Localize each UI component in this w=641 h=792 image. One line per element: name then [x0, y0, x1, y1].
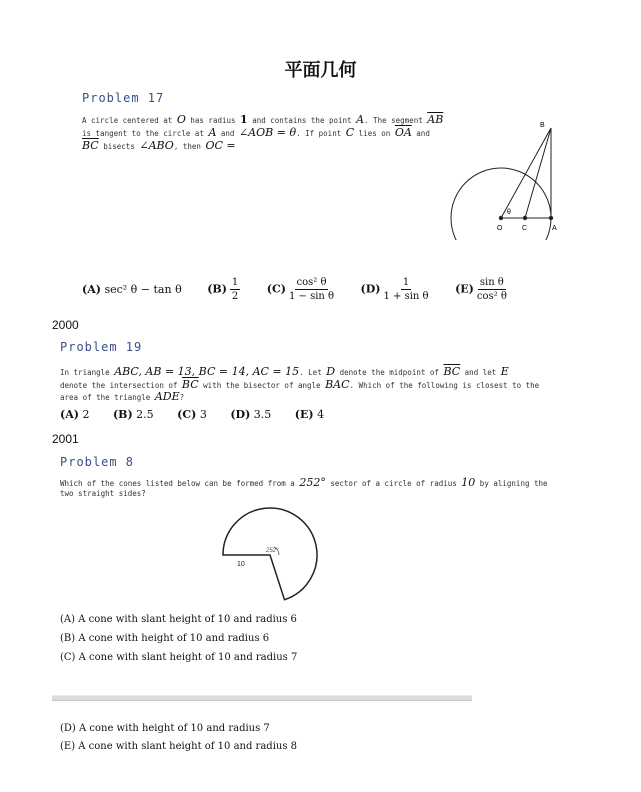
- problem-19-heading: Problem 19: [60, 340, 143, 354]
- problem-19-text-line2: denote the intersection of $\overline{BC}$ with the bisector of angle BAC. Which of the following is closest to the: [60, 378, 540, 391]
- p19-choice-d: (D) 3.5: [230, 408, 272, 421]
- p17-choice-e: (E) $\frac{\text{sin θ}}{\text{cos² θ}}$: [455, 277, 507, 302]
- page-break-separator: [52, 695, 472, 701]
- problem-17-figure: [445, 115, 585, 240]
- point-c: [523, 216, 527, 220]
- p8-choice-e: (E) A cone with slant height of 10 and radius 8: [60, 741, 298, 752]
- p8-choice-c: (C) A cone with slant height of 10 and radius 7: [60, 652, 298, 663]
- radius-label: 10: [237, 561, 245, 568]
- p19-choice-e: (E) 4: [294, 408, 325, 421]
- p17-choice-a: (A) sec² θ − tan θ: [82, 282, 182, 296]
- p8-choice-a: (A) A cone with slant height of 10 and radius 6: [60, 614, 297, 625]
- problem-8-text-line1: Which of the cones listed below can be formed from a 252° sector of a circle of radius 10 by aligning the: [60, 476, 548, 489]
- p19-choice-b: (B) 2.5: [112, 408, 154, 421]
- problem-17-text-line3: $\overline{BC}$ bisects ∠ABO, then OC =: [82, 139, 236, 152]
- segment-bc: [525, 128, 551, 218]
- label-c: C: [522, 225, 528, 232]
- problem-19-choices: [60, 408, 344, 421]
- point-o: [499, 216, 503, 220]
- problem-19-text-line1: In triangle ABC, AB = 13, BC = 14, AC = 15. Let D denote the midpoint of $\overline{BC}$ and let E: [60, 365, 509, 378]
- p17-choice-b: (B) $\frac{1}{2}$: [207, 277, 239, 302]
- label-a: A: [552, 225, 557, 232]
- problem-17-text-line1: A circle centered at O has radius 1 and contains the point A. The segment $\overline{AB}$: [82, 113, 444, 126]
- problem-8-text-line2: two straight sides?: [60, 489, 146, 498]
- problem-17-choices: [82, 277, 622, 302]
- p8-choice-b: (B) A cone with height of 10 and radius 6: [60, 633, 270, 644]
- problem-19-text-line3: area of the triangle ADE?: [60, 390, 185, 403]
- label-o: O: [497, 225, 503, 232]
- problem-17-text-line2: is tangent to the circle at A and ∠AOB = θ. If point C lies on $\overline{OA}$ and: [82, 126, 430, 139]
- label-theta: θ: [507, 209, 511, 216]
- segment-ob: [501, 128, 551, 218]
- year-2001: 2001: [52, 432, 79, 446]
- problem-17-heading: Problem 17: [82, 91, 165, 105]
- p19-choice-a: (A) 2: [60, 408, 90, 421]
- label-b: B: [540, 122, 545, 129]
- page-title: 平面几何: [284, 60, 357, 81]
- point-a: [549, 216, 553, 220]
- p17-choice-d: (D) $\frac{1}{\text{1 + sin θ}}$: [360, 277, 429, 302]
- p17-choice-c: (C) $\frac{\text{cos² θ}}{\text{1 − sin θ}}$: [266, 277, 335, 302]
- problem-8-sector-figure: [210, 505, 320, 615]
- year-2000: 2000: [52, 318, 79, 332]
- p8-choice-d: (D) A cone with height of 10 and radius 7: [60, 723, 270, 734]
- p19-choice-c: (C) 3: [177, 408, 207, 421]
- problem-8-heading: Problem 8: [60, 455, 135, 469]
- angle-label: 252°: [266, 548, 279, 554]
